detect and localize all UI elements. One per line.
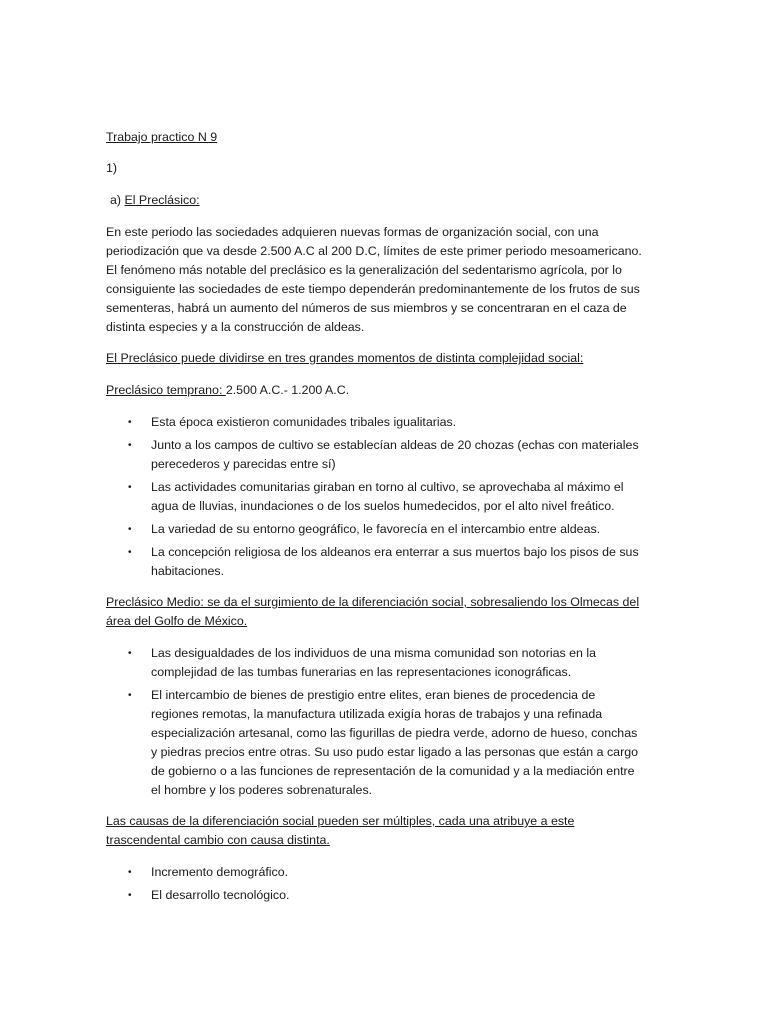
division-heading: El Preclásico puede dividirse en tres grandes momentos de distinta complejidad social: (106, 351, 584, 365)
list-item: • La variedad de su entorno geográfico, le favorecía en el intercambio entre aldeas. (106, 520, 646, 539)
bullet-icon: • (128, 440, 132, 451)
section-prefix: a) (110, 193, 125, 207)
list-item: • Incremento demográfico. (106, 863, 646, 882)
early-list (106, 413, 646, 581)
bullet-icon: • (128, 547, 132, 558)
bullet-icon: • (128, 867, 132, 878)
causes-list (106, 863, 646, 905)
question-number: 1) (106, 161, 118, 175)
middle-heading: Preclásico Medio: se da el surgimiento de la diferenciación social, sobresaliendo los Olmecas del área del Golfo de México. (106, 595, 640, 628)
list-item: • Junto a los campos de cultivo se establecían aldeas de 20 chozas (echas con materiales perecederos y parecidas entre sí) (128, 438, 639, 471)
bullet-icon: • (128, 524, 132, 535)
section-heading (106, 191, 646, 210)
causes-heading: Las causas de la diferenciación social pueden ser múltiples, cada una atribuye a este trascendental cambio con causa distinta. (106, 814, 575, 847)
list-item: • La concepción religiosa de los aldeanos era enterrar a sus muertos bajo los pisos de sus habitaciones. (128, 545, 639, 578)
list-item: • El desarrollo tecnológico. (106, 886, 646, 905)
document-title: Trabajo practico N 9 (106, 130, 218, 144)
list-item: • El intercambio de bienes de prestigio entre elites, eran bienes de procedencia de regiones remotas, la manufactura utilizada exigía horas de trabajos y una refinada especialización artesanal, como las figurillas de piedra verde, adorno de hueso, conchas y piedras precios entre otras. Su uso pudo estar ligado a las personas que están a cargo de gobierno o a las funciones de representación de la comunidad y a la mediación entre el hombre y los poderes sobrenaturales. (128, 688, 638, 797)
middle-list (106, 644, 646, 800)
list-item: • Esta época existieron comunidades tribales igualitarias. (106, 413, 646, 432)
section-title: El Preclásico: (124, 193, 200, 207)
intro-paragraph: En este periodo las sociedades adquieren nuevas formas de organización social, con una periodización que va desde 2.500 A.C al 200 D.C, límites de este primer periodo mesoamericano. El fenómeno más notable del preclásico es la generalización del sedentarismo agrícola, por lo consiguiente las sociedades de este tiempo dependerán predominantemente de los frutos de sus sementeras, habrá un aumento del números de sus miembros y se concentraran en el caza de distinta especies y a la construcción de aldeas. (106, 225, 642, 334)
bullet-icon: • (128, 690, 132, 701)
early-dates: 2.500 A.C.- 1.200 A.C. (225, 383, 350, 397)
bullet-icon: • (128, 890, 132, 901)
bullet-icon: • (128, 648, 132, 659)
bullet-icon: • (128, 482, 132, 493)
document-page (106, 128, 646, 917)
list-item: • Las desigualdades de los individuos de una misma comunidad son notorias en la complejidad de las tumbas funerarias en las representaciones iconográficas. (128, 646, 596, 679)
list-item: • Las actividades comunitarias giraban en torno al cultivo, se aprovechaba al máximo el agua de lluvias, inundaciones o de los suelos humedecidos, por el alto nivel freático. (128, 480, 624, 513)
early-heading-label: Preclásico temprano: (106, 383, 226, 397)
bullet-icon: • (128, 417, 132, 428)
early-heading (106, 381, 646, 400)
